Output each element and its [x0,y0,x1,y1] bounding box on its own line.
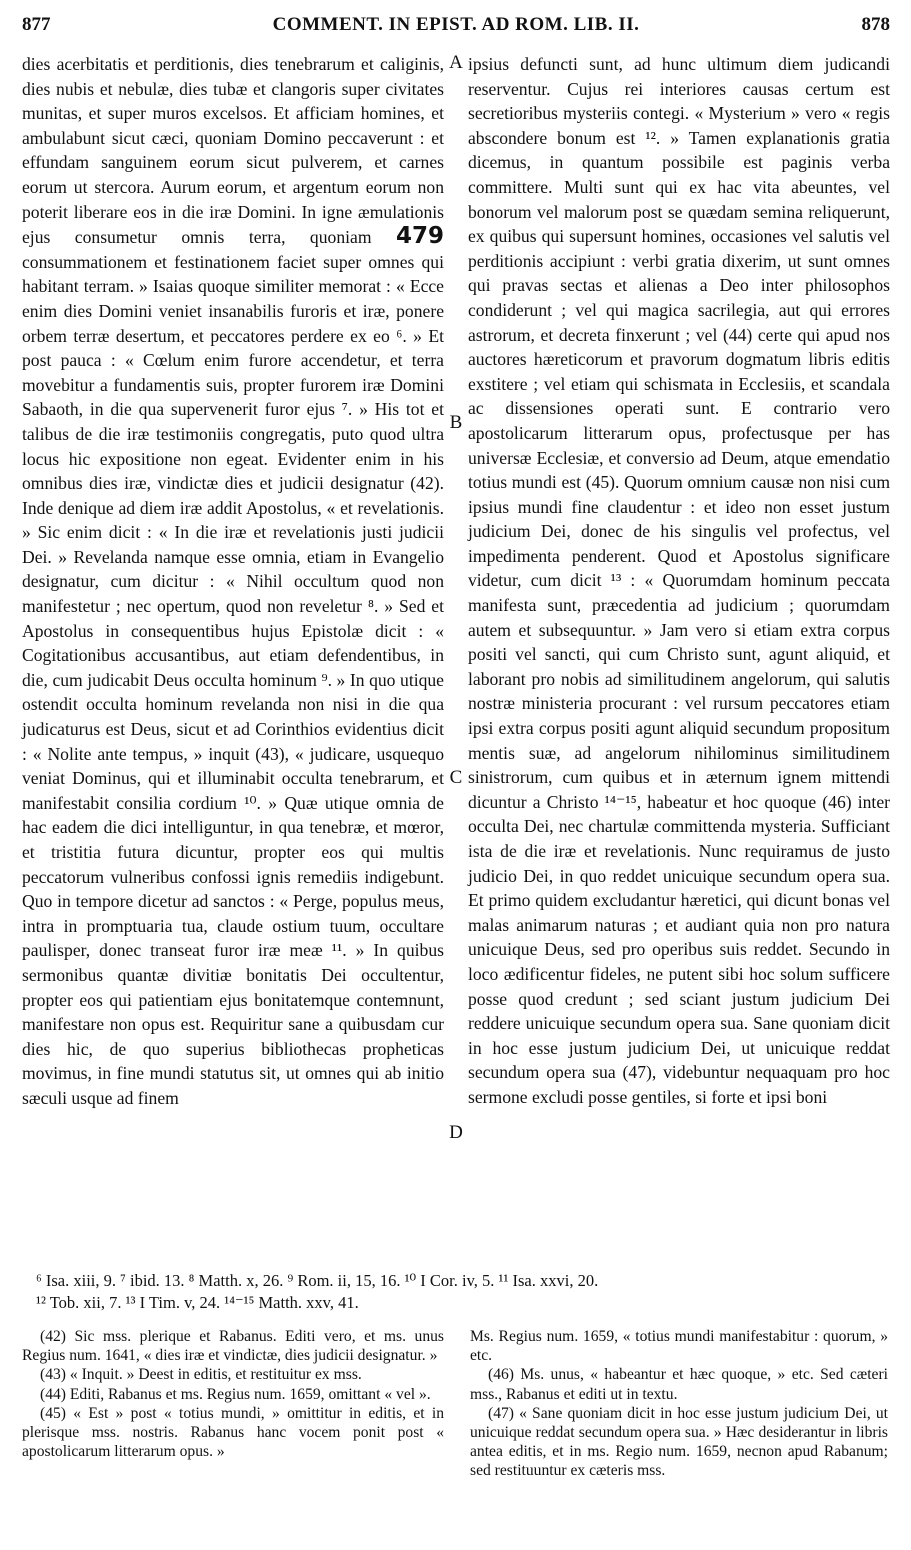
scripture-references [36,1270,891,1314]
margin-letter-d: D [449,1122,463,1143]
margin-letter-c: C [449,767,463,788]
page-number-left: 877 [22,14,51,35]
note-43: (43) « Inquit. » Deest in editis, et restituitur ex mss. [40,1366,362,1384]
margin-letter-a: A [449,52,463,73]
running-header [22,14,890,40]
column-number: 479 [395,223,444,250]
note-42: (42) Sic mss. plerique et Rabanus. Editi vero, et ms. unus Regius num. 1641, « dies iræ et vindictæ, dies judicii designatur. » [22,1328,444,1365]
scripture-refs-line-2: ¹² Tob. xii, 7. ¹³ I Tim. v, 24. ¹⁴⁻¹⁵ Matth. xxv, 41. [36,1293,359,1312]
right-column-text [468,52,890,1110]
note-44: (44) Editi, Rabanus et ms. Regius num. 1659, omittant « vel ». [40,1385,431,1403]
left-column-text [22,52,444,1111]
margin-letter-b: B [449,412,463,433]
scripture-refs-line-1: ⁶ Isa. xiii, 9. ⁷ ibid. 13. ⁸ Matth. x, 26. ⁹ Rom. ii, 15, 16. ¹⁰ I Cor. iv, 5. ¹¹ Isa. xxvi, 20. [36,1271,599,1290]
note-47: (47) « Sane quoniam dicit in hoc esse justum judicium Dei, ut unicuique reddat secundum opera sua. » Hæc desiderantur in libris antea editis, et in ms. Regio num. 1659, necnon apud Rabanum; sed restituuntur ex cæteris mss. [470,1404,888,1480]
critical-notes-left [22,1327,444,1461]
left-text-part2: consummationem et festinationem faciet super omnes qui habitant terram. » Isaias quoque similiter memorat : « Ecce enim dies Domini veniet insanabilis furoris et iræ, ponere orbem terræ desertum, et peccatores perdere ex eo ⁶. » Et post pauca : « Cœlum enim furore accendetur, et terra movebitur a fundamentis suis, propter furorem iræ Domini Sabaoth, in die qua supervenerit furor ejus ⁷. » His tot et talibus de die iræ testimoniis congregatis, puto quod ultra locus hic expositione non egeat. Evidenter enim in his omnibus dies iræ, vindictæ dies et judicii designatur (42). Inde denique ad diem iræ addit Apostolus, « et revelationis. » Sic enim dicit : « In die iræ et revelationis justi judicii Dei. » Revelanda namque esse omnia, etiam in Evangelio designatur, cum dicitur : « Nihil occultum quod non manifestetur ; nec opertum, quod non reveletur ⁸. » Sed et Apostolus in consequentibus hujus Epistolæ dicit : « Cogitationibus accusantibus, aut etiam defendentibus, in die, cum judicabit Deus occulta hominum ⁹. » In quo utique ostendit occulta hominum revelanda non nisi in die qua judicaturus est Deus, sicut et ad Corinthios evidentius dicit : « Nolite ante tempus, » inquit (43), « judicare, usquequo veniat Dominus, qui et illuminabit occulta tenebrarum, et manifestabit consilia cordium ¹⁰. » Quæ utique omnia de hac eadem die dici intelliguntur, in qua tenebræ, et mœror, et tristitia futura dicuntur, propter eos qui multis peccatorum vulneribus confossi ignis remediis indigebunt. Quo in tempore dicetur ad sanctos : « Perge, populus meus, intra in promptuaria tua, claude ostium tuum, occultare paulisper, donec transeat furor iræ meæ ¹¹. » In quibus sermonibus quantæ divitiæ bonitatis Dei occultentur, propter eos qui patientiam ejus bonitatemque contemnunt, manifestare non opus est. Requiritur sane a quibusdam cur dies hic, de quo superius bibliothecas propheticas movimus, in fine mundi statutus sit, ut omnes qui ab initio sæculi usque ad finem [22,251,444,1108]
note-45-continuation: Ms. Regius num. 1659, « totius mundi manifestabitur : quorum, » etc. [470,1328,888,1365]
left-column-paragraph [22,52,444,1111]
note-46: (46) Ms. unus, « habeantur et hæc quoque, » etc. Sed cæteri mss., Rabanus et editi ut in textu. [470,1366,888,1403]
page-number-right: 878 [861,14,890,35]
right-column-paragraph: ipsius defuncti sunt, ad hunc ultimum diem judicandi reserventur. Cujus rei interiores causas certum est secretioribus mysteriis contegi. « Mysterium » vero « regis abscondere bonum est ¹². » Tamen explanationis gratia dicemus, in quantum possibile est paginis verba committere. Multi sunt qui ex hac vita abeuntes, vel bonorum vel malorum post se quædam semina reliquerunt, ex quibus qui supersunt homines, occasiones vel salutis vel perditionis accipiunt : verbi gratia dixerim, ut sunt omnes qui pravas sectas et alienas a Deo inter philosophos condiderunt ; vel qui magica sacrilegia, aut qui errores astrorum, et decreta finxerunt ; vel (44) certe qui apud nos auctores hæreticorum et pravorum dogmatum libris editis exstitere ; vel etiam qui schismata in Ecclesiis, et scandala ac dissensiones operati sunt. E contrario vero apostolicarum litterarum opus, profectusque per has universæ Ecclesiæ, et conversio ad Deum, atque emendatio totius mundi est (45). Quorum omnium causæ non nisi cum ipsius mundi fine claudentur : et ideo non esset justum judicium Dei, donec de his singulis vel profectus, vel impedimenta penderent. Quod et Apostolus significare videtur, cum dicit ¹³ : « Quorumdam hominum peccata manifesta sunt, præcedentia ad judicium ; quorumdam autem et subsequuntur. » Jam vero si etiam extra corpus positi vel sancti, qui cum Christo sunt, agunt aliquid, et laborant pro nobis ad similitudinem angelorum, qui salutis nostræ ministeria procurant : vel rursum peccatores etiam ipsi extra corpus positi agunt aliquid secundum propositum mentis suæ, ad angelorum nihilominus similitudinem sinistrorum, cum quibus et in æternum ignem mittendi dicuntur a Christo ¹⁴⁻¹⁵, habeatur et hoc quoque (46) inter occulta Dei, nec chartulæ committenda mysteria. Sufficiant ista de die iræ et revelationis. Nunc requiramus de justo judicio Dei, in quo reddet unicuique secundum opera sua. Et primo quidem excludantur hæretici, qui dicunt bonas vel malas animarum naturas ; et audiant quia non pro natura unicuique Deus, sed pro operibus suis reddet. Secundo in loco ædificentur fideles, ne putent sibi hoc solum sufficere posse quod credunt ; sed sciant justum judicium Dei reddere unicuique secundum opera sua. Sane quoniam dicit in hoc esse justum judicium Dei, ut unicuique reddat secundum opera sua (47), videbuntur nequaquam pro hoc sermone excludi posse gentiles, si forte et ipsi boni [468,54,890,1107]
note-45: (45) « Est » post « totius mundi, » omittitur in editis, et in plerisque mss. nostris. Rabanus hanc vocem ponit post « apostolicarum litterarum opus. » [22,1404,444,1461]
critical-notes-right [470,1327,888,1481]
left-text-part1: dies acerbitatis et perditionis, dies tenebrarum et caliginis, dies nubis et nebulæ, dies tubæ et clangoris super civitates munitas, et super muros excelsos. Et afficiam homines, et ambulabunt sicut cæci, quoniam Domino peccaverunt : et effundam sanguinem eorum sicut pulverem, et carnes eorum ut stercora. Aurum eorum, et argentum eorum non poterit liberare eos in die iræ Domini. In igne æmulationis ejus consumetur omnis terra, quoniam [22,54,444,248]
running-title: COMMENT. IN EPIST. AD ROM. LIB. II. [272,14,640,35]
